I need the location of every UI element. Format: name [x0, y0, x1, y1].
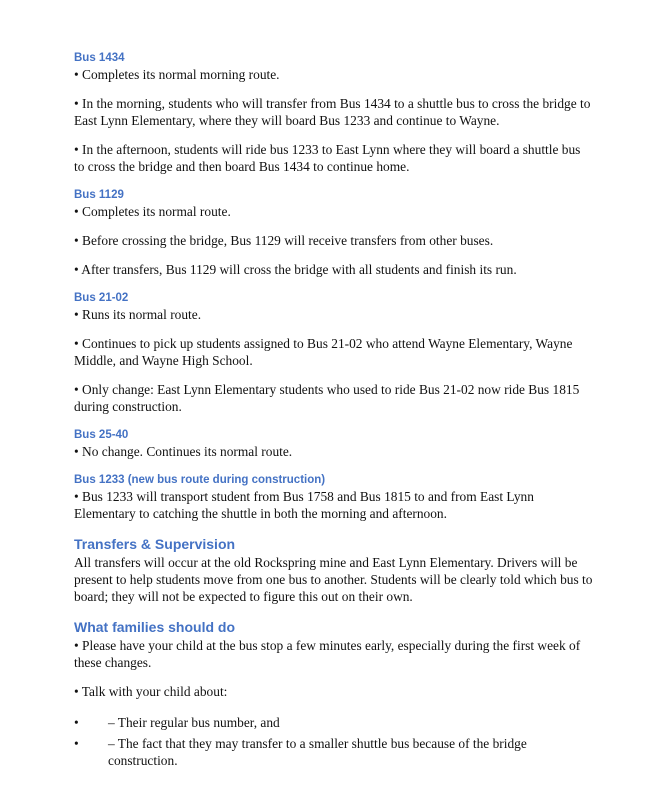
bus-1129-item-2: • Before crossing the bridge, Bus 1129 will receive transfers from other buses.	[74, 233, 494, 248]
bus-1233-item-1: • Bus 1233 will transport student from Bus 1758 and Bus 1815 to and from East Lynn Elementary to catching the shuttle in both the morning and afternoon.	[74, 489, 534, 521]
bus-2102-item-2: • Continues to pick up students assigned to Bus 21-02 who attend Wayne Elementary, Wayne Middle, and Wayne High School.	[74, 336, 573, 368]
transfers-body: All transfers will occur at the old Rockspring mine and East Lynn Elementary. Drivers will be present to help students move from one bus to another. Students will be clearly told which bus to board; they will not be expected to figure this out on their own.	[74, 555, 593, 604]
families-item-2: • Talk with your child about:	[74, 684, 228, 699]
bus-1434-item-2: • In the morning, students who will transfer from Bus 1434 to a shuttle bus to cross the bridge to East Lynn Elementary, where they will board Bus 1233 and continue to Wayne.	[74, 96, 591, 128]
bus-1129-heading: Bus 1129	[74, 189, 124, 201]
families-subitem-1	[74, 714, 594, 731]
sub-bullet: •	[74, 715, 79, 730]
families-heading: What families should do	[74, 619, 236, 635]
families-subitem-1-text: – Their regular bus number, and	[108, 715, 280, 730]
families-subitem-2-text: – The fact that they may transfer to a smaller shuttle bus because of the bridge construction.	[108, 736, 527, 768]
bus-1434-item-3: • In the afternoon, students will ride bus 1233 to East Lynn where they will board a shuttle bus to cross the bridge and then board Bus 1434 to continue home.	[74, 142, 581, 174]
document-content	[74, 50, 594, 769]
transfers-heading: Transfers & Supervision	[74, 536, 236, 552]
bus-1129-item-3: • After transfers, Bus 1129 will cross the bridge with all students and finish its run.	[74, 262, 517, 277]
families-subitem-2	[74, 735, 594, 769]
bus-2102-item-1: • Runs its normal route.	[74, 307, 202, 322]
bus-2102-item-3: • Only change: East Lynn Elementary students who used to ride Bus 21-02 now ride Bus 1815 during construction.	[74, 382, 580, 414]
bus-2540-item-1: • No change. Continues its normal route.	[74, 444, 293, 459]
bus-1129-item-1: • Completes its normal route.	[74, 204, 231, 219]
bus-1434-item-1: • Completes its normal morning route.	[74, 67, 280, 82]
bus-2540-heading: Bus 25-40	[74, 429, 129, 441]
bus-2102-heading: Bus 21-02	[74, 292, 129, 304]
families-item-1: • Please have your child at the bus stop a few minutes early, especially during the first week of these changes.	[74, 638, 581, 670]
sub-bullet: •	[74, 736, 79, 751]
bus-1434-heading: Bus 1434	[74, 52, 125, 64]
bus-1233-heading: Bus 1233 (new bus route during construction)	[74, 474, 326, 486]
